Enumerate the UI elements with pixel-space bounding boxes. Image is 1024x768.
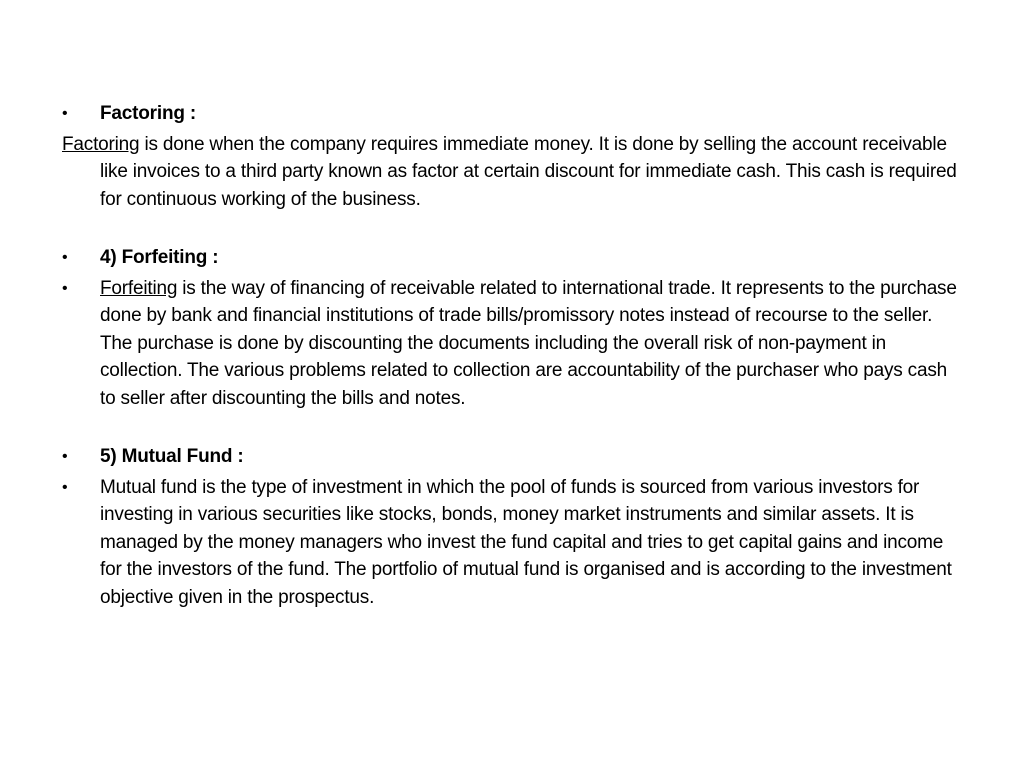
forfeiting-body: is the way of financing of receivable related to international trade. It represents to the purchase done by bank and financial institutions of trade bills/promissory notes instead of recourse to the seller. The purchase is done by discounting the documents including the overall risk of non-payment in collection. The various problems related to collection are accountability of the purchaser who pays cash to seller after discounting the bills and notes. <box>100 277 957 409</box>
mutual-fund-heading: 5) Mutual Fund : <box>100 446 244 467</box>
factoring-term: Factoring <box>62 133 140 155</box>
factoring-heading: Factoring : <box>100 103 196 124</box>
mutual-fund-paragraph <box>62 474 962 612</box>
bullet-icon: • <box>62 279 68 297</box>
forfeiting-term: Forfeiting <box>100 277 178 299</box>
forfeiting-paragraph <box>62 275 962 413</box>
spacer <box>62 213 962 244</box>
spacer <box>62 412 962 443</box>
bullet-icon: • <box>62 448 68 465</box>
mutual-fund-body: Mutual fund is the type of investment in which the pool of funds is sourced from various investors for investing in various securities like stocks, bonds, money market instruments and similar assets. It is managed by the money managers who invest the fund capital and tries to get capital gains and income for the investors of the fund. The portfolio of mutual fund is organised and is according to the investment objective given in the prospectus. <box>100 476 952 608</box>
slide-content <box>62 100 962 611</box>
factoring-paragraph <box>62 131 962 214</box>
bullet-icon: • <box>62 249 68 266</box>
forfeiting-heading: 4) Forfeiting : <box>100 247 219 268</box>
factoring-heading-row <box>62 100 962 128</box>
mutual-fund-heading-row <box>62 443 962 471</box>
bullet-icon: • <box>62 478 68 496</box>
factoring-body: is done when the company requires immediate money. It is done by selling the account receivable like invoices to a third party known as factor at certain discount for immediate cash. This cash is required for continuous working of the business. <box>100 133 957 210</box>
bullet-icon: • <box>62 105 68 122</box>
forfeiting-heading-row <box>62 244 962 272</box>
